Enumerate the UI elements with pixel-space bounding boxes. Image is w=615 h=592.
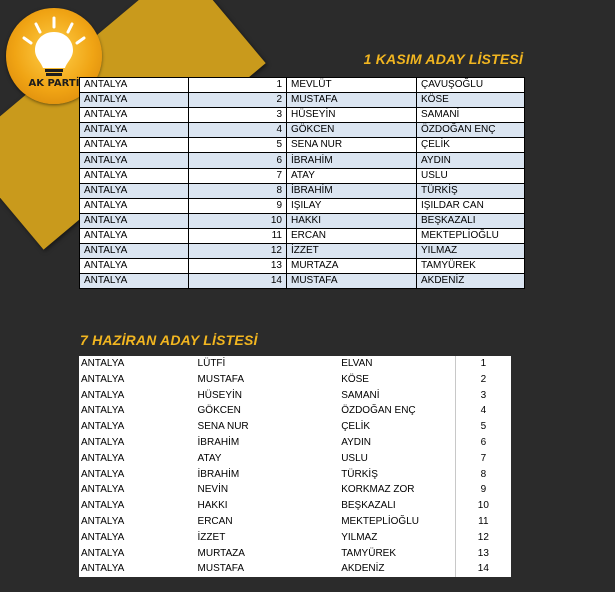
- province-cell: ANTALYA: [80, 123, 189, 138]
- table-row: [79, 403, 511, 419]
- rank-cell: 14: [189, 274, 287, 289]
- last-name-cell: SAMANİ: [339, 388, 455, 404]
- rank-cell: 5: [189, 138, 287, 153]
- last-name-cell: USLU: [417, 168, 525, 183]
- rank-cell: 5: [480, 421, 487, 433]
- province-cell: ANTALYA: [81, 452, 125, 464]
- table-row: [80, 93, 525, 108]
- last-name-cell: BEŞKAZALI: [417, 213, 525, 228]
- rank-cell: 1: [189, 78, 287, 93]
- first-name-cell: IŞILAY: [287, 198, 417, 213]
- last-name-cell: IŞILDAR CAN: [417, 198, 525, 213]
- rank-cell: 3: [480, 389, 487, 401]
- rank-cell: 12: [477, 531, 489, 543]
- rank-cell: 2: [480, 373, 487, 385]
- last-name-cell: ÖZDOĞAN ENÇ: [417, 123, 525, 138]
- province-cell: ANTALYA: [80, 228, 189, 243]
- rank-cell: 4: [189, 123, 287, 138]
- first-name-cell: MUSTAFA: [287, 274, 417, 289]
- province-cell: ANTALYA: [80, 78, 189, 93]
- last-name-cell: KÖSE: [339, 372, 455, 388]
- province-cell: ANTALYA: [81, 436, 125, 448]
- last-name-cell: KORKMAZ ZOR: [339, 482, 455, 498]
- first-name-cell: MURTAZA: [287, 259, 417, 274]
- haziran-list-title: 7 HAZİRAN ADAY LİSTESİ: [80, 332, 258, 348]
- province-cell: ANTALYA: [80, 93, 189, 108]
- table-row: [80, 123, 525, 138]
- last-name-cell: TAMYÜREK: [417, 259, 525, 274]
- first-name-cell: NEVİN: [197, 484, 229, 496]
- province-cell: ANTALYA: [81, 421, 125, 433]
- first-name-cell: İBRAHİM: [197, 468, 240, 480]
- last-name-cell: SAMANİ: [417, 108, 525, 123]
- haziran-candidate-table: [79, 356, 511, 577]
- table-row: [80, 228, 525, 243]
- province-cell: ANTALYA: [80, 183, 189, 198]
- first-name-cell: MUSTAFA: [197, 373, 245, 385]
- first-name-cell: HAKKI: [197, 500, 228, 512]
- last-name-cell: ELVAN: [339, 356, 455, 372]
- province-cell: ANTALYA: [80, 138, 189, 153]
- table-row: [79, 388, 511, 404]
- first-name-cell: ERCAN: [197, 515, 233, 527]
- last-name-cell: AYDIN: [417, 153, 525, 168]
- last-name-cell: AKDENİZ: [417, 274, 525, 289]
- province-cell: ANTALYA: [81, 547, 125, 559]
- last-name-cell: ÇAVUŞOĞLU: [417, 78, 525, 93]
- table-row: [79, 482, 511, 498]
- first-name-cell: ERCAN: [287, 228, 417, 243]
- rank-cell: 13: [477, 547, 489, 559]
- first-name-cell: MUSTAFA: [197, 563, 245, 575]
- province-cell: ANTALYA: [80, 198, 189, 213]
- first-name-cell: MUSTAFA: [287, 93, 417, 108]
- last-name-cell: MEKTEPLİOĞLU: [339, 514, 455, 530]
- table-row: [80, 259, 525, 274]
- rank-cell: 7: [480, 452, 487, 464]
- last-name-cell: ÖZDOĞAN ENÇ: [339, 403, 455, 419]
- rank-cell: 6: [480, 436, 487, 448]
- last-name-cell: ÇELİK: [417, 138, 525, 153]
- last-name-cell: USLU: [339, 451, 455, 467]
- rank-cell: 1: [480, 358, 487, 369]
- rank-cell: 3: [189, 108, 287, 123]
- last-name-cell: AKDENİZ: [339, 561, 455, 577]
- rank-cell: 12: [189, 244, 287, 259]
- table-row: [80, 108, 525, 123]
- province-cell: ANTALYA: [80, 274, 189, 289]
- province-cell: ANTALYA: [81, 515, 125, 527]
- table-row: [80, 78, 525, 93]
- first-name-cell: İBRAHİM: [287, 183, 417, 198]
- first-name-cell: ATAY: [197, 452, 222, 464]
- last-name-cell: TAMYÜREK: [339, 546, 455, 562]
- first-name-cell: MURTAZA: [197, 547, 245, 559]
- table-row: [79, 372, 511, 388]
- province-cell: ANTALYA: [80, 168, 189, 183]
- table-row: [79, 498, 511, 514]
- province-cell: ANTALYA: [81, 484, 125, 496]
- first-name-cell: HÜSEYİN: [197, 389, 242, 401]
- table-row: [79, 546, 511, 562]
- first-name-cell: HÜSEYİN: [287, 108, 417, 123]
- table-row: [80, 168, 525, 183]
- province-cell: ANTALYA: [81, 500, 125, 512]
- province-cell: ANTALYA: [81, 373, 125, 385]
- rank-cell: 7: [189, 168, 287, 183]
- first-name-cell: İBRAHİM: [197, 436, 240, 448]
- rank-cell: 9: [189, 198, 287, 213]
- table-row: [79, 561, 511, 577]
- province-cell: ANTALYA: [80, 259, 189, 274]
- last-name-cell: TÜRKİŞ: [417, 183, 525, 198]
- first-name-cell: MEVLÜT: [287, 78, 417, 93]
- province-cell: ANTALYA: [81, 405, 125, 417]
- province-cell: ANTALYA: [80, 213, 189, 228]
- province-cell: ANTALYA: [81, 468, 125, 480]
- table-row: [79, 467, 511, 483]
- table-row: [80, 274, 525, 289]
- last-name-cell: BEŞKAZALI: [339, 498, 455, 514]
- first-name-cell: GÖKCEN: [197, 405, 241, 417]
- rank-cell: 2: [189, 93, 287, 108]
- rank-cell: 11: [478, 515, 489, 527]
- last-name-cell: MEKTEPLİOĞLU: [417, 228, 525, 243]
- table-row: [80, 198, 525, 213]
- province-cell: ANTALYA: [81, 389, 125, 401]
- table-row: [79, 451, 511, 467]
- last-name-cell: TÜRKİŞ: [339, 467, 455, 483]
- first-name-cell: İZZET: [287, 244, 417, 259]
- logo-text: AK PARTİ: [28, 78, 80, 89]
- rank-cell: 13: [189, 259, 287, 274]
- table-row: [80, 153, 525, 168]
- last-name-cell: AYDIN: [339, 435, 455, 451]
- first-name-cell: İZZET: [197, 531, 226, 543]
- rank-cell: 6: [189, 153, 287, 168]
- first-name-cell: LÜTFİ: [197, 358, 226, 369]
- table-row: [79, 435, 511, 451]
- rank-cell: 9: [480, 484, 487, 496]
- table-row: [80, 138, 525, 153]
- rank-cell: 8: [480, 468, 487, 480]
- kasim-list-title: 1 KASIM ADAY LİSTESİ: [363, 51, 523, 67]
- rank-cell: 10: [477, 500, 489, 512]
- kasim-candidate-table: [79, 77, 525, 289]
- table-row: [80, 213, 525, 228]
- rank-cell: 4: [480, 405, 487, 417]
- first-name-cell: ATAY: [287, 168, 417, 183]
- table-row: [79, 514, 511, 530]
- table-row: [79, 356, 511, 372]
- first-name-cell: SENA NUR: [197, 421, 249, 433]
- table-row: [80, 244, 525, 259]
- province-cell: ANTALYA: [80, 244, 189, 259]
- first-name-cell: İBRAHİM: [287, 153, 417, 168]
- last-name-cell: KÖSE: [417, 93, 525, 108]
- first-name-cell: HAKKI: [287, 213, 417, 228]
- first-name-cell: GÖKCEN: [287, 123, 417, 138]
- rank-cell: 14: [477, 563, 489, 575]
- province-cell: ANTALYA: [81, 531, 125, 543]
- province-cell: ANTALYA: [81, 563, 125, 575]
- table-row: [80, 183, 525, 198]
- table-row: [79, 419, 511, 435]
- rank-cell: 8: [189, 183, 287, 198]
- province-cell: ANTALYA: [81, 358, 125, 369]
- table-row: [79, 530, 511, 546]
- province-cell: ANTALYA: [80, 153, 189, 168]
- last-name-cell: ÇELİK: [339, 419, 455, 435]
- last-name-cell: YILMAZ: [339, 530, 455, 546]
- rank-cell: 10: [189, 213, 287, 228]
- rank-cell: 11: [189, 228, 287, 243]
- first-name-cell: SENA NUR: [287, 138, 417, 153]
- province-cell: ANTALYA: [80, 108, 189, 123]
- last-name-cell: YILMAZ: [417, 244, 525, 259]
